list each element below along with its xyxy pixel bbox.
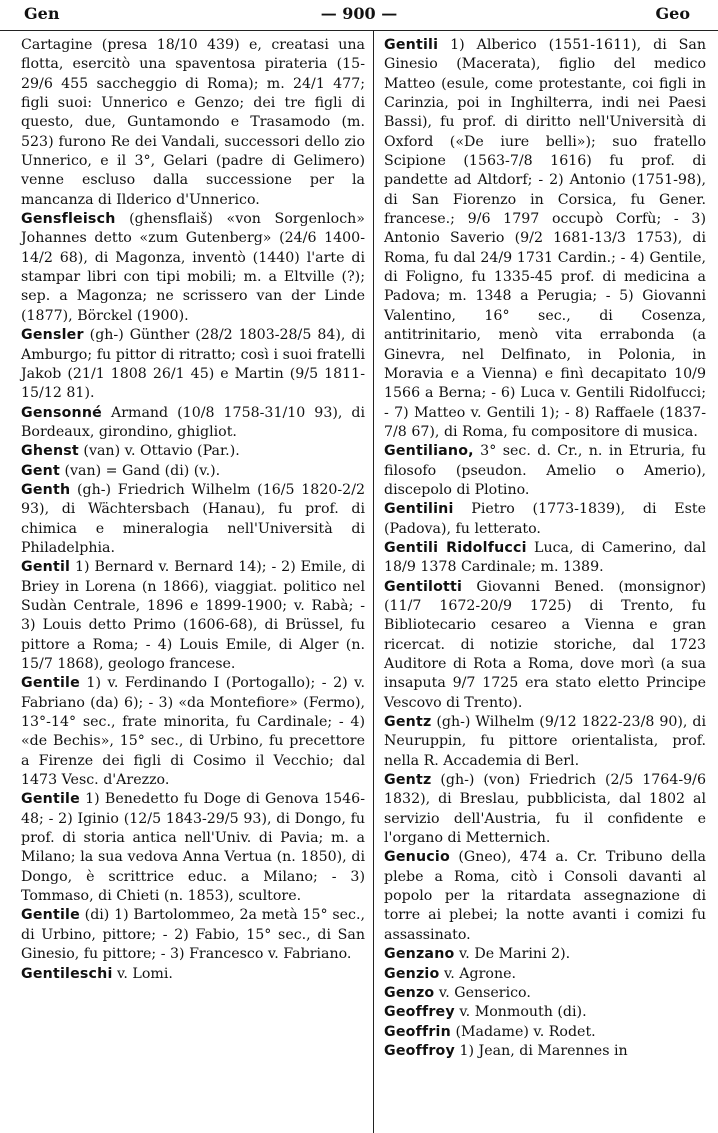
dictionary-entry bbox=[384, 1023, 706, 1042]
entry-text: (van) = Gand (di) (v.). bbox=[64, 462, 221, 479]
entry-text: 1) Benedetto fu Doge di Genova 1546-48; - 2) Iginio (12/5 1843-29/5 93), di Dongo, fu prof. di storia antica nell'Univ. di Pavia; m. a Milano; la sua vedova Anna Vertua (n. 1850), di Dongo, è scrittrice educ. a Milano; - 3) Tommaso, di Chieti (n. 1853), scultore. bbox=[21, 791, 365, 905]
entry-text: (di) 1) Bartolommeo, 2a metà 15° sec., di Urbino, pittore; - 2) Fabio, 15° sec., di San Ginesio, fu pittore; - 3) Francesco v. Fabriano. bbox=[21, 907, 365, 963]
entry-text: 1) Jean, di Marennes in bbox=[459, 1042, 628, 1059]
dictionary-entry bbox=[384, 713, 706, 771]
entry-text: Luca, di Camerino, dal 18/9 1378 Cardinale; m. 1389. bbox=[384, 539, 706, 576]
entry-headword: Genth bbox=[21, 481, 71, 498]
entry-headword: Geoffrey bbox=[384, 1004, 455, 1021]
dictionary-entry bbox=[384, 771, 706, 848]
entry-text: (gh-) (von) Friedrich (2/5 1764-9/6 1832), di Breslau, pubblicista, dal 1802 al servizio dell'Austria, fu il confidente e l'organo di Metternich. bbox=[384, 772, 706, 847]
dictionary-entry bbox=[384, 539, 706, 578]
dictionary-entry bbox=[384, 945, 706, 964]
dictionary-entry bbox=[384, 848, 706, 945]
dictionary-entry bbox=[21, 965, 365, 984]
dictionary-entry bbox=[384, 36, 706, 442]
entry-text: (van) v. Ottavio (Par.). bbox=[83, 443, 240, 460]
dictionary-entry bbox=[21, 906, 365, 964]
dictionary-entry bbox=[384, 965, 706, 984]
entry-headword: Gentile bbox=[21, 791, 80, 808]
entry-text: 1) Bernard v. Bernard 14); - 2) Emile, di Briey in Lorena (n 1866), viaggiat. politico nel Sudàn Centrale, 1896 e 1899-1900; v. Rabà; - 3) Louis detto Primo (1606-68), di Brüssel, fu pittore a Roma; - 4) Louis Emile, di Alger (n. 15/7 1868), geologo francese. bbox=[21, 559, 365, 672]
dictionary-entry bbox=[384, 442, 706, 500]
entry-headword: Genzo bbox=[384, 984, 435, 1001]
dictionary-entry bbox=[21, 674, 365, 790]
entry-headword: Genucio bbox=[384, 849, 450, 866]
entry-headword: Ghenst bbox=[21, 443, 79, 460]
entry-text: (Madame) v. Rodet. bbox=[455, 1023, 596, 1040]
entry-text: (gh-) Wilhelm (9/12 1822-23/8 90), di Neuruppin, fu pittore orientalista, prof. nella R. Accademia di Berl. bbox=[384, 714, 706, 769]
column-divider bbox=[373, 30, 374, 1133]
entry-text: Giovanni Bened. (monsignor) (11/7 1672-20/9 1725) di Trento, fu Bibliotecario cesareo a Vienna e gran ricercat. di notizie storiche, dal 1723 Auditore di Rota a Roma, dove morì (a sua insaputa 9/7 1725 era stato eletto Principe Vescovo di Trento). bbox=[384, 578, 706, 711]
entry-headword: Geoffrin bbox=[384, 1023, 451, 1040]
dictionary-entry bbox=[21, 326, 365, 403]
entry-headword: Gentz bbox=[384, 772, 432, 789]
entry-text: (Gneo), 474 a. Cr. Tribuno della plebe a Roma, citò i Consoli davanti al popolo per la ritardata assegnazione di torre ai plebei; la notte avanti i comizi fu assassinato. bbox=[384, 849, 706, 943]
entry-text: Cartagine (presa 18/10 439) e, creatasi una flotta, esercitò una spaventosa pirateria (15-29/6 455 saccheggio di Roma); m. 24/1 477; figli suoi: Unnerico e Genzo; dei tre figli di questo, due, Guntamondo e Trasamodo (m. 523) furono Re dei Vandali, successori dello zio Unnerico, e il 3°, Gelari (padre di Gelimero) venne escluso dalla successione per la mancanza di Ilderico d'Unnerico. bbox=[21, 37, 365, 208]
entry-headword: Gentilotti bbox=[384, 578, 463, 595]
entry-headword: Gentilini bbox=[384, 501, 454, 518]
dictionary-entry bbox=[384, 1042, 706, 1061]
entry-headword: Gentiliano, bbox=[384, 443, 474, 460]
entry-text: v. Genserico. bbox=[438, 984, 531, 1001]
dictionary-entry bbox=[21, 36, 365, 210]
entry-text: Armand (10/8 1758-31/10 93), di Bordeaux, girondino, ghigliot. bbox=[21, 404, 365, 440]
dictionary-entry bbox=[21, 558, 365, 674]
page-header bbox=[0, 0, 718, 31]
dictionary-entry bbox=[384, 500, 706, 539]
dictionary-entry bbox=[384, 984, 706, 1003]
entry-headword: Gentil bbox=[21, 559, 71, 576]
dictionary-entry bbox=[21, 442, 365, 461]
entry-text: v. Monmouth (di). bbox=[459, 1004, 587, 1021]
left-column bbox=[21, 36, 365, 984]
header-right-guide-word: Geo bbox=[655, 4, 690, 23]
entry-headword: Gensonné bbox=[21, 404, 102, 421]
dictionary-entry bbox=[384, 1003, 706, 1022]
entry-headword: Gentz bbox=[384, 714, 432, 731]
entry-headword: Genzano bbox=[384, 946, 455, 963]
entry-headword: Genzio bbox=[384, 965, 440, 982]
dictionary-entry bbox=[21, 404, 365, 443]
entry-text: (gh-) Günther (28/2 1803-28/5 84), di Amburgo; fu pittor di ritratto; così i suoi fratelli Jakob (21/1 1808 26/1 45) e Martin (9/5 1811-15/12 81). bbox=[21, 327, 365, 402]
dictionary-entry bbox=[384, 578, 706, 713]
right-column bbox=[384, 36, 706, 1061]
entry-headword: Gentili bbox=[384, 37, 439, 53]
entry-text: (gh-) Friedrich Wilhelm (16/5 1820-2/2 93), di Wächtersbach (Hanau), fu prof. di chimica e mineralogia nell'Università di Philadelphia. bbox=[21, 481, 365, 556]
entry-text: v. Lomi. bbox=[117, 965, 173, 982]
entry-text: 1) Alberico (1551-1611), di San Ginesio (Macerata), figlio del medico Matteo (esule, come protestante, coi figli in Carinzia, poi in Inghilterra, indi nei Paesi Bassi), fu prof. di diritto nell'Università di Oxford («De iure belli»); suo fratello Scipione (1563-7/8 1616) fu prof. di pandette ad Altdorf; - 2) Antonio (1751-98), di San Fiorenzo in Corsica, fu Gener. francese.; 9/6 1797 occupò Corfù; - 3) Antonio Saverio (9/2 1681-13/3 1753), di Roma, fu dal 24/9 1731 Cardin.; - 4) Gentile, di Foligno, fu 1335-45 prof. di medicina a Padova; m. 1348 a Perugia; - 5) Giovanni Valentino, 16° sec., di Cosenza, antitrinitario, menò vita errabonda (a Ginevra, nel Delfinato, in Polonia, in Moravia e a Vienna) e finì decapitato 10/9 1566 a Berna; - 6) Luca v. Gentili Ridolfucci; - 7) Matteo v. Gentili 1); - 8) Raffaele (1837-7/8 67), di Roma, fu compositore di musica. bbox=[384, 37, 706, 440]
dictionary-entry bbox=[21, 210, 365, 326]
entry-text: 1) v. Ferdinando I (Portogallo); - 2) v. Fabriano (da) 6); - 3) «da Montefiore» (Fermo), 13°-14° sec., frate minorita, fu Cardinale; - 4) «de Bechis», 15° sec., di Urbino, fu precettore a Firenze dei figli di Cosimo il Vecchio; dal 1473 Vesc. d'Arezzo. bbox=[21, 675, 365, 789]
entry-text: v. Agrone. bbox=[443, 965, 516, 982]
dictionary-entry bbox=[21, 462, 365, 481]
page-number: — 900 — bbox=[320, 4, 398, 23]
entry-text: Pietro (1773-1839), di Este (Padova), fu letterato. bbox=[384, 501, 706, 537]
entry-headword: Gentile bbox=[21, 675, 80, 692]
entry-headword: Gentile bbox=[21, 907, 80, 924]
header-left-guide-word: Gen bbox=[24, 4, 60, 23]
entry-headword: Gentili Ridolfucci bbox=[384, 539, 527, 556]
entry-headword: Gentileschi bbox=[21, 965, 113, 982]
entry-headword: Gensfleisch bbox=[21, 211, 116, 228]
dictionary-entry bbox=[21, 481, 365, 558]
dictionary-entry bbox=[21, 790, 365, 906]
entry-text: v. De Marini 2). bbox=[458, 946, 571, 963]
entry-headword: Gent bbox=[21, 462, 60, 479]
entry-headword: Gensler bbox=[21, 327, 84, 344]
entry-text: (ghensflaiš) «von Sorgenloch» Johannes detto «zum Gutenberg» (24/6 1400-14/2 68), di Magonza, inventò (1440) l'arte di stampar libri con tipi mobili; m. a Eltville (?); sep. a Magonza; ne scrissero van der Linde (1877), Börckel (1900). bbox=[21, 211, 365, 324]
entry-headword: Geoffroy bbox=[384, 1042, 455, 1059]
entry-text: 3° sec. d. Cr., n. in Etruria, fu filosofo (pseudon. Amelio o Amerio), discepolo di Plotino. bbox=[384, 443, 706, 498]
